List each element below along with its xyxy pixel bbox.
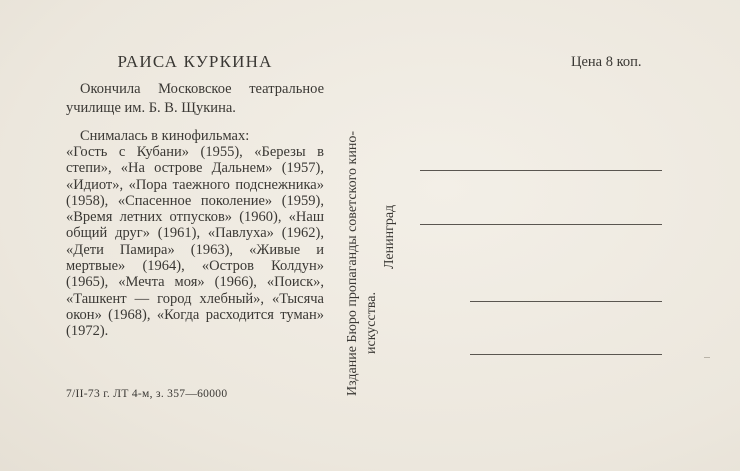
- address-line-3: [470, 301, 662, 302]
- publisher-line-1: Издание Бюро пропаганды советского кино-: [345, 131, 360, 396]
- address-line-4: [470, 354, 662, 355]
- paper-mark: [704, 357, 710, 361]
- print-imprint: 7/II-73 г. ЛТ 4-м, з. 357—60000: [66, 388, 228, 400]
- price-label: Цена 8 коп.: [571, 54, 642, 70]
- actress-name: РАИСА КУРКИНА: [117, 52, 273, 71]
- publisher-line-2: искусства.: [364, 292, 379, 354]
- address-line-1: [420, 170, 662, 171]
- address-line-2: [420, 224, 662, 225]
- biography-block: [66, 52, 336, 340]
- filmography-list: «Гость с Кубани» (1955), «Березы в степи», «На острове Дальнем» (1957), «Идиот», «Пора таежного подснежника» (1958), «Спасенное поколение» (1959), «Время летних отпусков» (1960), «Наш общий друг» (1961), «Павлуха» (1962), «Дети Памира» (1963), «Живые и мертвые» (1964), «Остров Колдун» (1965), «Мечта моя» (1966), «Поиск», «Ташкент — город хлебный», «Тысяча окон» (1968), «Когда расходится туман» (1972).: [66, 144, 324, 340]
- education-text: Окончила Московское театральное училище им. Б. В. Щукина.: [66, 81, 324, 116]
- filmography-intro: Снималась в кинофильмах:: [80, 128, 250, 144]
- publisher-city: Ленинград: [382, 204, 397, 269]
